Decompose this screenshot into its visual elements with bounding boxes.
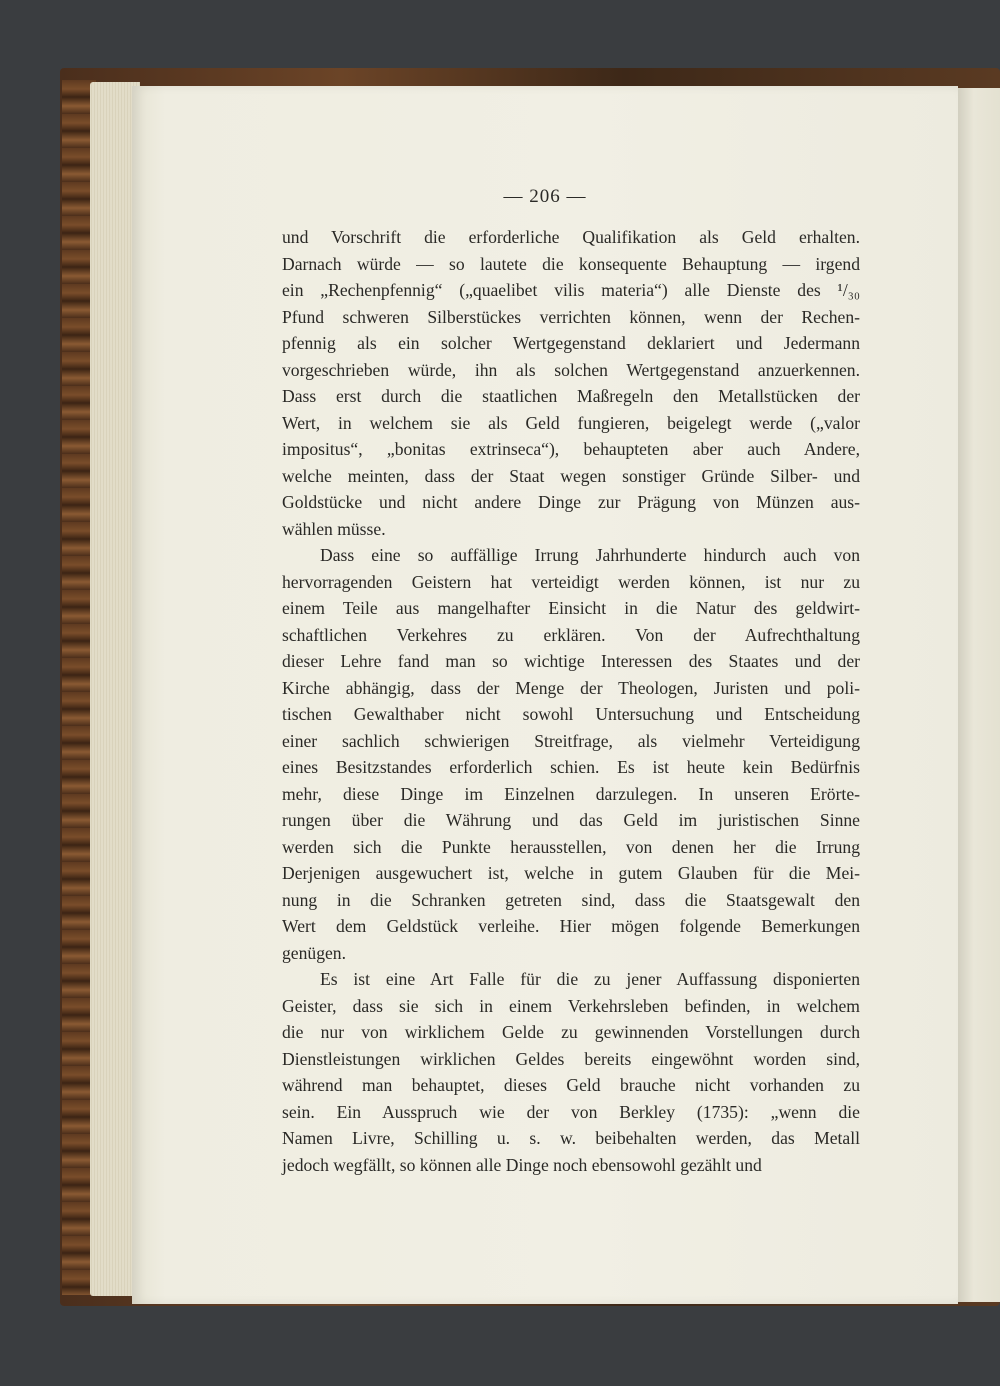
text-line: Dass erst durch die staatlichen Maßregeln den Metallstücken der <box>282 386 860 406</box>
text-line: welche meinten, dass der Staat wegen sonstiger Gründe Silber- und <box>282 465 860 486</box>
text-line: dieser Lehre fand man so wichtige Interessen des Staates und der <box>282 651 860 671</box>
page-number: — 206 — <box>503 186 587 207</box>
text-line: Es ist eine Art Falle für die zu jener Auffassung disponierten <box>320 969 860 989</box>
text-line: die nur von wirklichem Gelde zu gewinnenden Vorstellungen durch <box>282 1022 860 1042</box>
text-line: Derjenigen ausgewuchert ist, welche in gutem Glauben für die Mei- <box>282 863 860 883</box>
text-line: nung in die Schranken getreten sind, dass die Staatsgewalt den <box>282 889 860 910</box>
text-line: Namen Livre, Schilling u. s. w. beibehalten werden, das Metall <box>282 1128 860 1148</box>
text-line: schaftlichen Verkehres zu erklären. Von der Aufrechthaltung <box>282 624 860 645</box>
paragraph <box>282 966 860 1178</box>
text-line: während man behauptet, dieses Geld brauche nicht vorhanden zu <box>282 1075 860 1095</box>
text-line: eines Besitzstandes erforderlich schien. Es ist heute kein Bedürfnis <box>282 757 860 777</box>
text-line: hervorragenden Geistern hat verteidigt werden können, ist nur zu <box>282 571 860 592</box>
text-line: Geister, dass sie sich in einem Verkehrsleben befinden, in welchem <box>282 995 860 1016</box>
text-line: vorgeschrieben würde, ihn als solchen Wertgegenstand anzuerkennen. <box>282 359 860 380</box>
text-line: Goldstücke und nicht andere Dinge zur Prägung von Münzen aus- <box>282 492 860 512</box>
text-line: einer sachlich schwierigen Streitfrage, als vielmehr Verteidigung <box>282 730 860 751</box>
text-line: Dass eine so auffällige Irrung Jahrhunderte hindurch auch von <box>320 545 860 565</box>
text-line: sein. Ein Ausspruch wie der von Berkley (1735): „wenn die <box>282 1101 860 1122</box>
text-line: jedoch wegfällt, so können alle Dinge noch ebensowohl gezählt und <box>282 1154 762 1175</box>
text-line: impositus“, „bonitas extrinseca“), behaupteten aber auch Andere, <box>282 439 860 459</box>
text-line: Darnach würde — so lautete die konsequente Behauptung — irgend <box>282 253 860 274</box>
text-line: Kirche abhängig, dass der Menge der Theologen, Juristen und poli- <box>282 677 860 698</box>
paragraph <box>282 224 860 542</box>
text-line: Dienstleistungen wirklichen Geldes bereits eingewöhnt worden sind, <box>282 1048 860 1069</box>
facing-page-edge <box>956 88 1000 1302</box>
text-line: ein „Rechenpfennig“ („quaelibet vilis materia“) alle Dienste des ¹/₃₀ <box>282 280 860 300</box>
text-line: Wert, in welchem sie als Geld fungieren, beigelegt werde („valor <box>282 412 860 433</box>
text-line: Pfund schweren Silberstückes verrichten können, wenn der Rechen- <box>282 306 860 327</box>
text-line: mehr, diese Dinge im Einzelnen darzulegen. In unseren Erörte- <box>282 783 860 804</box>
text-line: wählen müsse. <box>282 518 386 539</box>
paragraph <box>282 542 860 966</box>
text-line: und Vorschrift die erforderliche Qualifikation als Geld erhalten. <box>282 227 860 247</box>
text-line: werden sich die Punkte herausstellen, von denen her die Irrung <box>282 836 860 857</box>
text-line: pfennig als ein solcher Wertgegenstand deklariert und Jedermann <box>282 333 860 353</box>
text-line: rungen über die Währung und das Geld im juristischen Sinne <box>282 810 860 830</box>
text-line: Wert dem Geldstück verleihe. Hier mögen folgende Bemerkungen <box>282 916 860 936</box>
text-line: tischen Gewalthaber nicht sowohl Untersuchung und Entscheidung <box>282 704 860 724</box>
text-line: genügen. <box>282 942 347 963</box>
body-text <box>282 224 860 1178</box>
text-line: einem Teile aus mangelhafter Einsicht in die Natur des geldwirt- <box>282 598 860 618</box>
